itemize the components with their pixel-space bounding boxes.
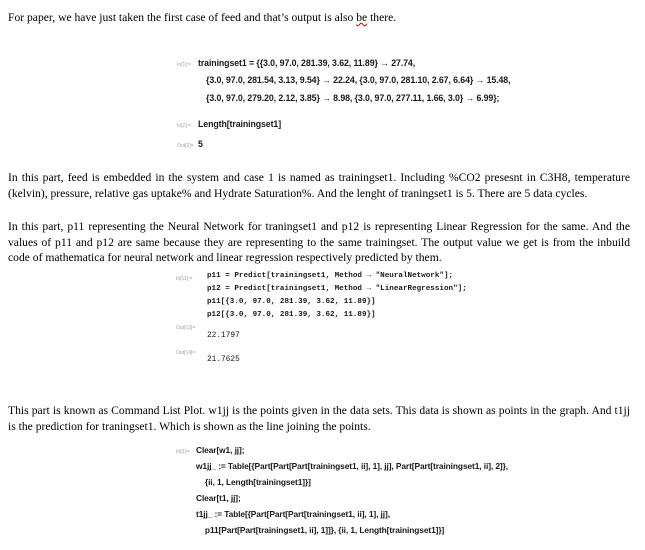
output-value: 21.7625 bbox=[207, 356, 240, 364]
output-label: Out[13]= bbox=[176, 325, 196, 331]
code-line: w1jj_ := Table[{Part[Part[Part[trainingset1, ii], 1], jj], Part[Part[trainingset1, ii], 2]}, bbox=[196, 461, 508, 471]
code-line: p12 = Predict[trainingset1, Method → "LinearRegression"]; bbox=[207, 285, 467, 293]
code-line: trainingset1 = {{3.0, 97.0, 281.39, 3.62, 11.89} → 27.74, bbox=[198, 58, 416, 68]
spellcheck-underlined-word: be bbox=[356, 11, 368, 24]
output-label: Out[14]= bbox=[176, 350, 196, 356]
code-line: p11 = Predict[trainingset1, Method → "NeuralNetwork"]; bbox=[207, 272, 454, 280]
code-line: t1jj_ := Table[{Part[Part[Part[trainingset1, ii], 1], jj], bbox=[196, 509, 390, 519]
code-line: Length[trainingset1] bbox=[198, 119, 282, 129]
code-line: Clear[w1, jj]; bbox=[196, 445, 245, 455]
output-label: Out[2]= bbox=[177, 143, 194, 149]
code-line: p11[{3.0, 97.0, 281.39, 3.62, 11.89}] bbox=[207, 298, 376, 306]
code-line: p11[Part[Part[trainingset1, ii], 1]]}, {ii, 1, Length[trainingset1]}] bbox=[196, 525, 445, 535]
output-value: 22.1797 bbox=[207, 332, 240, 340]
intro-paragraph bbox=[8, 10, 630, 26]
code-line: {3.0, 97.0, 279.20, 2.12, 3.85} → 8.98, {3.0, 97.0, 277.11, 1.66, 3.0} → 6.99}; bbox=[206, 93, 500, 103]
intro-text-after: there. bbox=[367, 11, 397, 24]
intro-text-before: For paper, we have just taken the first case of feed and that’s output is also bbox=[8, 11, 357, 24]
input-label: In[3]:= bbox=[176, 449, 191, 455]
trainingset-description-paragraph: In this part, feed is embedded in the system and case 1 is named as trainingset1. Including %CO2 presesnt in C3H8, temperature (kelvin), pressure, relative gas uptake% and Hydrate Saturation%. And the lenght of traningset1 is 5. There are 5 data cycles. bbox=[8, 171, 630, 200]
code-line: {3.0, 97.0, 281.54, 3.13, 9.54} → 22.24, {3.0, 97.0, 281.10, 2.67, 6.64} → 15.48, bbox=[206, 75, 511, 85]
output-value: 5 bbox=[198, 139, 203, 149]
prediction-description-paragraph: In this part, p11 representing the Neural Network for traningset1 and p12 is representing Linear Regression for the same. And the values of p11 and p12 are same because they are representing to the same trainingset. The output value we get is from the inbuild code of mathematica for neural network and linear regression respectively predicted by them. bbox=[8, 220, 630, 264]
code-line: p12[{3.0, 97.0, 281.39, 3.62, 11.89}] bbox=[207, 311, 376, 319]
input-label: In[2]:= bbox=[177, 123, 192, 129]
code-line: {ii, 1, Length[trainingset1]}] bbox=[196, 477, 311, 487]
input-label: In[1]:= bbox=[177, 62, 192, 68]
listplot-description-paragraph: This part is known as Command List Plot. w1jj is the points given in the data sets. This data is shown as points in the graph. And t1jj is the prediction for traningset1. Which is shown as the line joining the points. bbox=[8, 404, 630, 433]
input-label: In[11]:= bbox=[176, 276, 193, 282]
code-line: Clear[t1, jj]; bbox=[196, 493, 241, 503]
